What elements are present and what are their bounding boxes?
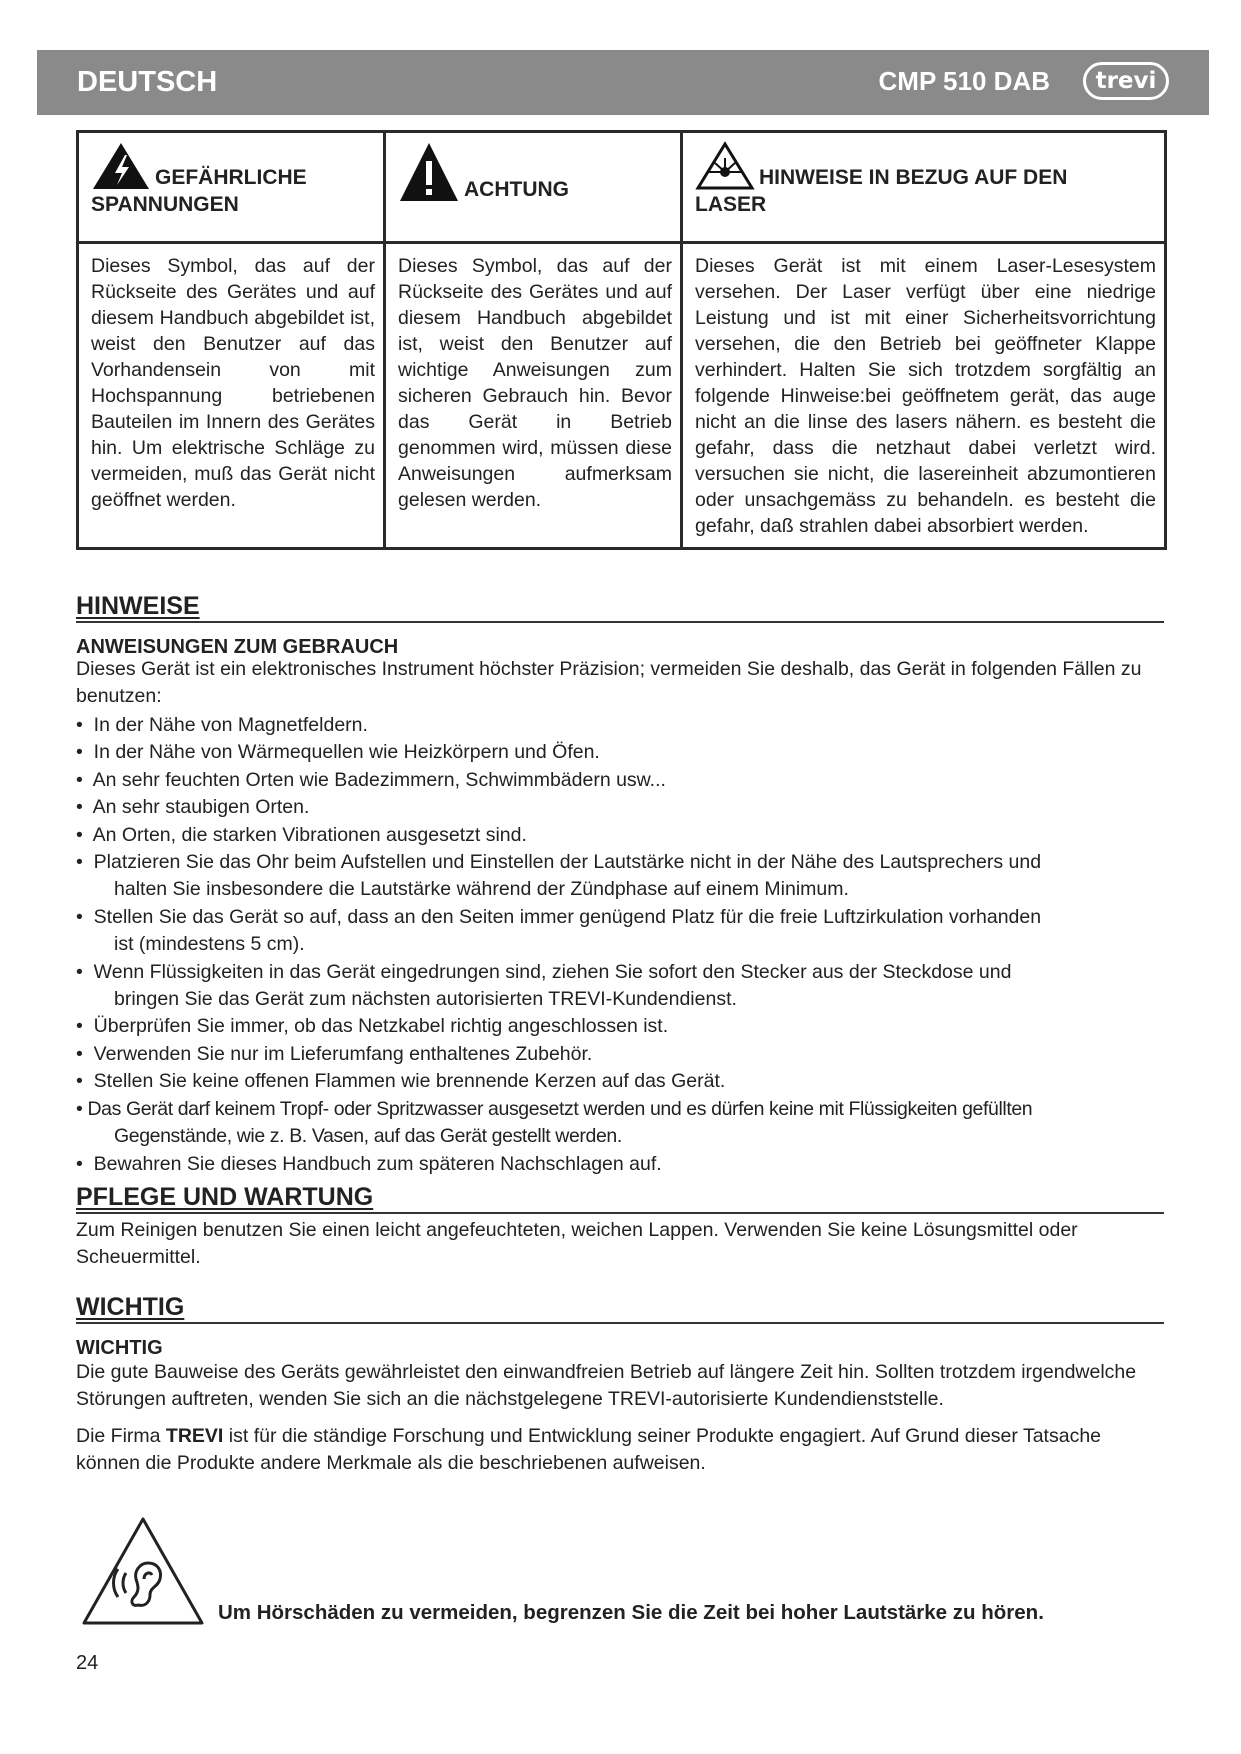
- warning-header-attention: [385, 132, 682, 243]
- section-title-pflege: PFLEGE UND WARTUNG: [76, 1183, 1164, 1214]
- lightning-triangle-icon: [91, 141, 151, 191]
- list-item: • An sehr staubigen Orten.: [76, 796, 310, 819]
- brand-name: TREVI: [165, 1425, 224, 1447]
- list-item: • Stellen Sie keine offenen Flammen wie brennende Kerzen auf das Gerät.: [76, 1070, 726, 1093]
- pflege-text: Zum Reinigen benutzen Sie einen leicht angefeuchteten, weichen Lappen. Verwenden Sie keine Lösungsmittel oder Scheuermittel.: [76, 1219, 1078, 1268]
- list-item: • An sehr feuchten Orten wie Badezimmern, Schwimmbädern usw...: [76, 768, 666, 791]
- list-item: • An Orten, die starken Vibrationen ausgesetzt sind.: [76, 823, 527, 846]
- hinweise-bullet-list: [76, 712, 1166, 1178]
- list-item: • Bewahren Sie dieses Handbuch zum späteren Nachschlagen auf.: [76, 1152, 662, 1175]
- section-title-hinweise: HINWEISE: [76, 592, 1164, 623]
- warning-title-voltage-line2: SPANNUNGEN: [91, 193, 239, 216]
- safety-warnings-table: [76, 130, 1167, 550]
- list-item: • Stellen Sie das Gerät so auf, dass an den Seiten immer genügend Platz für die freie Luftzirkulation vorhanden ist (mindestens 5 cm).: [76, 905, 1042, 956]
- wichtig-text: Die gute Bauweise des Geräts gewährleistet den einwandfreien Betrieb auf längere Zeit hin. Sollten trotzdem irgendwelche Störungen auftreten, wenden Sie sich an die nächstgelegene TREVI-autorisierte Kundendienststelle.: [76, 1361, 1137, 1410]
- list-item: • Verwenden Sie nur im Lieferumfang enthaltenes Zubehör.: [76, 1042, 593, 1065]
- warning-title-laser-line1: HINWEISE IN BEZUG AUF DEN: [759, 166, 1068, 189]
- warning-text-voltage: Dieses Symbol, das auf der Rückseite des Gerätes und auf diesem Handbuch abgebildet ist, weist den Benutzer auf das Vorhandensein von mit Hochspannung betriebenen Bauteilen im Innern des Gerätes hin. Um elektrische Schläge zu vermeiden, muß das Gerät nicht geöffnet werden.: [78, 243, 385, 549]
- warning-text-attention: Dieses Symbol, das auf der Rückseite des Gerätes und auf diesem Handbuch abgebildet ist, weist den Benutzer auf wichtige Anweisungen zum sicheren Gebrauch hin. Bevor das Gerät in Betrieb genommen wird, müssen diese Anweisungen aufmerksam gelesen werden.: [385, 243, 682, 549]
- warning-header-laser: [682, 132, 1166, 243]
- warning-header-voltage: [78, 132, 385, 243]
- exclamation-triangle-icon: [398, 141, 460, 203]
- list-item: • In der Nähe von Magnetfeldern.: [76, 714, 368, 736]
- laser-triangle-icon: [695, 141, 755, 191]
- page-header: [37, 50, 1209, 115]
- page-number: 24: [76, 1652, 99, 1674]
- warning-title-laser-line2: LASER: [695, 193, 767, 216]
- list-item: • Das Gerät darf keinem Tropf- oder Spritzwasser ausgesetzt werden und es dürfen keine mit Flüssigkeiten gefüllten Gegenstände, wie z. B. Vasen, auf das Gerät gestellt werden.: [76, 1097, 1033, 1148]
- subtitle-anweisungen: ANWEISUNGEN ZUM GEBRAUCH: [76, 636, 399, 658]
- wichtig-text-2: Die Firma TREVI ist für die ständige Forschung und Entwicklung seiner Produkte engagiert. Auf Grund dieser Tatsache können die Produkte andere Merkmale als die beschriebenen aufweisen.: [76, 1425, 1102, 1474]
- hinweise-intro: Dieses Gerät ist ein elektronisches Instrument höchster Präzision; vermeiden Sie deshalb, das Gerät in folgenden Fällen zu benutzen:: [76, 658, 1142, 707]
- list-item: • In der Nähe von Wärmequellen wie Heizkörpern und Öfen.: [76, 741, 600, 764]
- section-title-wichtig: WICHTIG: [76, 1293, 1164, 1324]
- warning-title-attention: ACHTUNG: [464, 178, 569, 201]
- hearing-warning-text: Um Hörschäden zu vermeiden, begrenzen Sie die Zeit bei hoher Lautstärke zu hören.: [218, 1601, 1044, 1624]
- list-item: • Überprüfen Sie immer, ob das Netzkabel richtig angeschlossen ist.: [76, 1015, 669, 1038]
- warning-title-voltage-line1: GEFÄHRLICHE: [155, 166, 307, 189]
- list-item: • Wenn Flüssigkeiten in das Gerät eingedrungen sind, ziehen Sie sofort den Stecker aus der Steckdose und bringen Sie das Gerät zum nächsten autorisierten TREVI-Kundendienst.: [76, 960, 1012, 1011]
- hearing-warning-icon: [80, 1515, 206, 1627]
- warning-text-laser: Dieses Gerät ist mit einem Laser-Lesesystem versehen. Der Laser verfügt über eine niedrige Leistung und ist mit einer Sicherheitsvorrichtung versehen, die den Betrieb bei geöffneter Klappe verhindert. Halten Sie sich trotzdem sorgfältig an folgende Hinweise:bei geöffnetem gerät, das auge nicht an die linse des lasers nähern. es besteht die gefahr, dass die netzhaut dabei verletzt wird. versuchen sie nicht, die lasereinheit abzumontieren oder unsachgemäss zu behandeln. es besteht die gefahr, daß strahlen dabei absorbiert werden.: [682, 243, 1166, 549]
- list-item: • Platzieren Sie das Ohr beim Aufstellen und Einstellen der Lautstärke nicht in der Nähe des Lautsprechers und halten Sie insbesondere die Lautstärke während der Zündphase auf einem Minimum.: [76, 851, 1042, 901]
- language-label: DEUTSCH: [77, 66, 218, 98]
- subtitle-wichtig: WICHTIG: [76, 1337, 163, 1359]
- model-label: CMP 510 DAB: [878, 66, 1050, 96]
- trevi-logo: trevi: [1083, 62, 1169, 100]
